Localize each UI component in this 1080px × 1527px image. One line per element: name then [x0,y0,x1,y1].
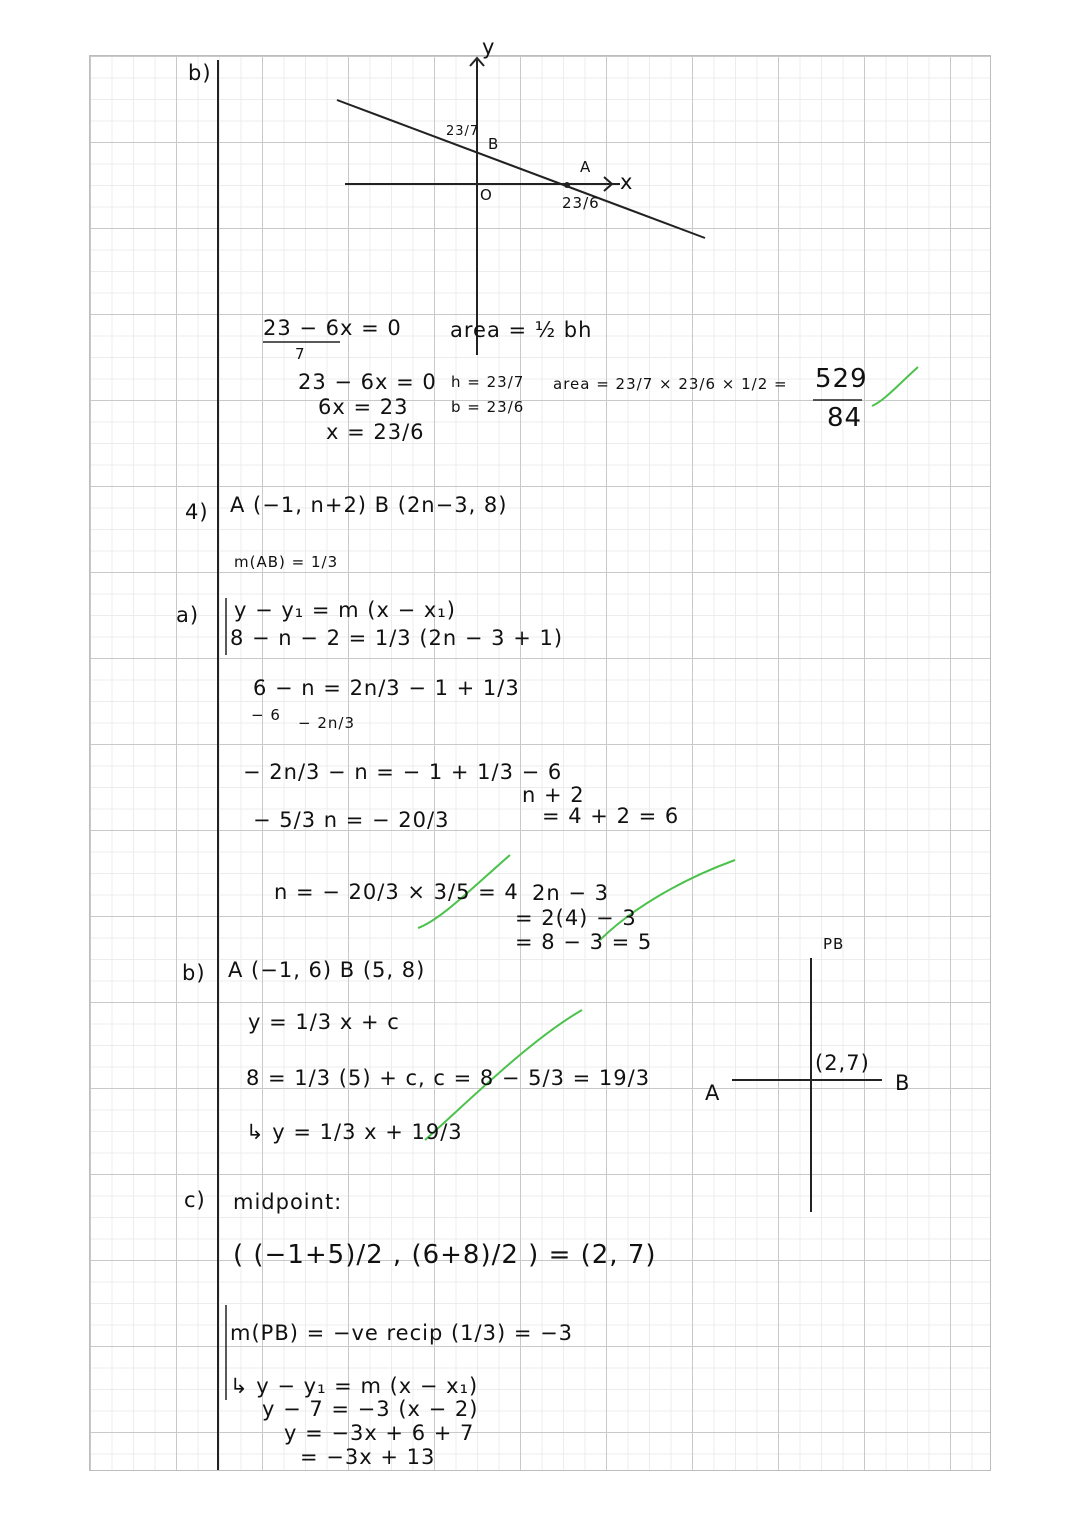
a-line-3: 6 − n = 2n/3 − 1 + 1/3 [253,676,520,700]
graph-line [337,100,705,238]
q4-gradient: m(AB) = 1/3 [234,553,339,571]
area-eq2: 23 − 6x = 0 [298,370,437,394]
x-axis-label: x [620,170,634,194]
question-4-label: 4) [185,500,209,524]
x-intercept-value: 23/6 [562,194,600,212]
q4-points: A (−1, n+2) B (2n−3, 8) [230,493,508,517]
c-line-4: y − 7 = −3 (x − 2) [262,1397,479,1421]
y-coord-1: n + 2 [522,783,585,807]
b-line-3: 8 = 1/3 (5) + c, c = 8 − 5/3 = 19/3 [246,1066,651,1090]
area-result-den: 84 [827,403,863,433]
intercept-a-label: A [580,158,592,176]
tick-area [872,367,918,406]
x-coord-2: = 2(4) − 3 [515,906,637,930]
a-line-2: 8 − n − 2 = 1/3 (2n − 3 + 1) [230,626,564,650]
area-h: h = 23/7 [451,373,525,391]
c-line-3: ↳ y − y₁ = m (x − x₁) [230,1374,479,1398]
area-eq1-den: 7 [295,345,306,363]
part-b-top-label: b) [188,61,212,85]
area-eq3: 6x = 23 [318,395,409,419]
b-line-1: A (−1, 6) B (5, 8) [228,958,426,982]
a-line-1: y − y₁ = m (x − x₁) [234,598,456,622]
b-line-4: ↳ y = 1/3 x + 19/3 [246,1120,463,1144]
a-line-4: − 2n/3 − n = − 1 + 1/3 − 6 [243,760,563,784]
a-line-5: − 5/3 n = − 20/3 [253,808,450,832]
a-line-3-sub2: − 2n/3 [298,714,355,732]
pb-title: PB [823,935,845,953]
area-formula: area = ½ bh [450,318,593,342]
pb-point: (2,7) [815,1051,870,1075]
x-coord-3: = 8 − 3 = 5 [515,930,653,954]
point-a-marker [564,182,570,188]
area-calc: area = 23/7 × 23/6 × 1/2 = [553,375,788,393]
a-line-3-sub1: − 6 [251,706,281,724]
b-line-2: y = 1/3 x + c [248,1010,400,1034]
pb-right-label: B [895,1071,911,1095]
pb-left-label: A [705,1081,721,1105]
part-a-label: a) [176,603,200,627]
intercept-b-label: B [488,135,500,153]
area-eq1: 23 − 6x = 0 [263,316,402,340]
area-eq4: x = 23/6 [326,420,425,444]
a-line-6: n = − 20/3 × 3/5 = 4 [274,880,519,904]
part-c-label: c) [184,1188,206,1212]
part-b-label: b) [182,961,206,985]
y-coord-2: = 4 + 2 = 6 [542,804,680,828]
origin-label: O [480,186,493,204]
x-coord-1: 2n − 3 [532,881,609,905]
area-result-num: 529 [815,364,868,394]
c-line-5: y = −3x + 6 + 7 [284,1421,475,1445]
y-axis-label: y [482,35,496,59]
y-intercept-value: 23/7 [446,124,480,139]
c-title: midpoint: [233,1190,343,1214]
c-line-1: ( (−1+5)/2 , (6+8)/2 ) = (2, 7) [233,1240,657,1270]
c-line-2: m(PB) = −ve recip (1/3) = −3 [230,1321,574,1345]
area-b: b = 23/6 [451,398,525,416]
c-line-6: = −3x + 13 [300,1445,436,1469]
